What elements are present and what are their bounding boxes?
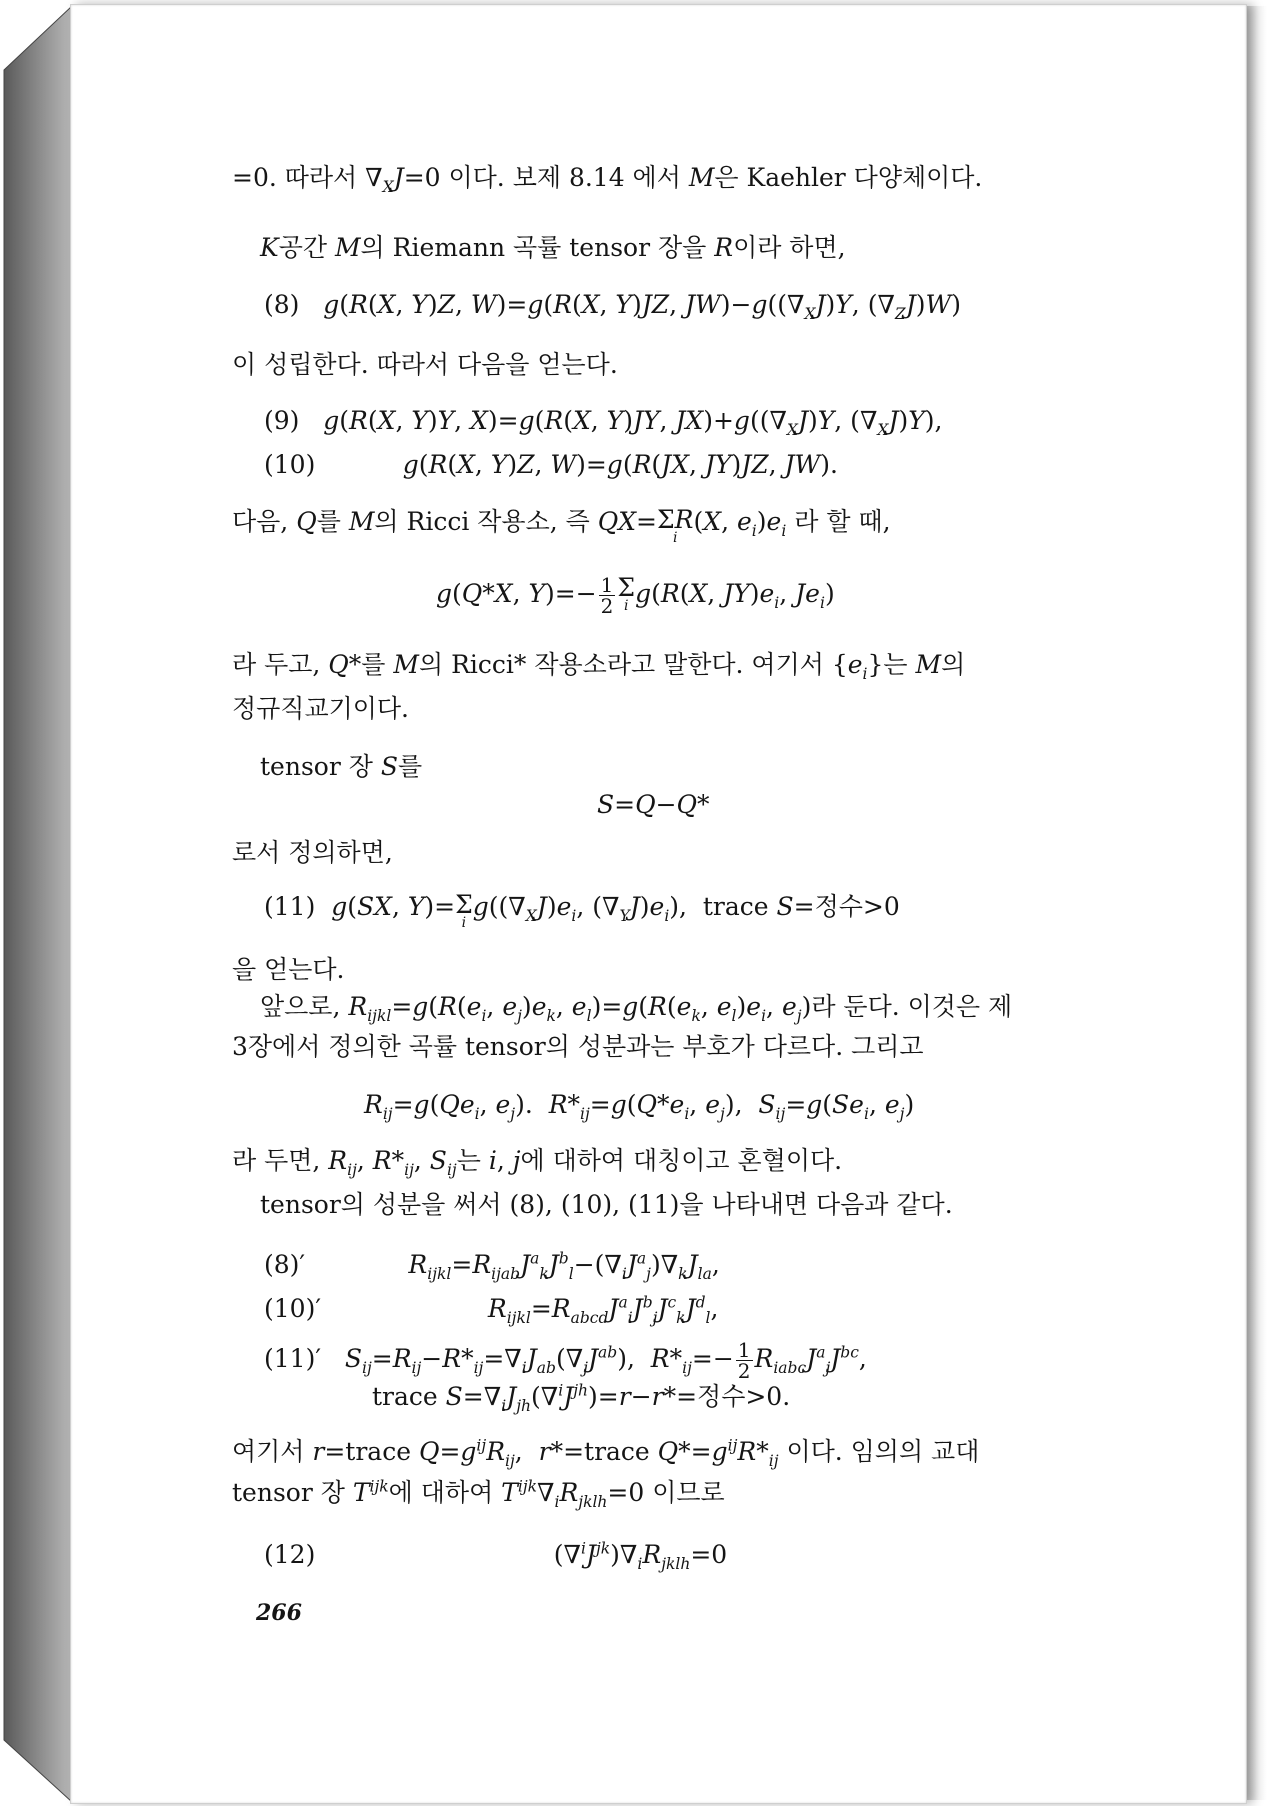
equation-10: (10) g(R(X, Y)Z, W)=g(R(JX, JY)JZ, JW).: [264, 450, 838, 479]
page-number: 266: [256, 1600, 302, 1626]
text-line: 로서 정의하면,: [232, 838, 393, 867]
text-line: 다음, Q를 M의 Ricci 작용소, 즉 QX=ΣR i (X, $e_i)e_i$ 라 할 때,: [232, 505, 891, 546]
text-line: =0. 따라서 $\nabla_XJ=0$ 이다. 보제 8.14 에서 M은 Kaehler 다양체이다.: [232, 163, 983, 196]
text-line: 앞으로, $R_{ijkl}=g(R(e_i$, $e_j)e_k$, $e_l)=g(R(e_k$, $e_l)e_i$, $e_j$)라 둔다. 이것은 제: [260, 992, 1013, 1025]
equation-rij: $R_{ij}=g(Qe_i$, $e_j$). $R*_{ij}=g(Q*e_i$, $e_j$), $S_{ij}=g(Se_i$, $e_j$): [364, 1090, 915, 1123]
equation-11: (11) g(SX, Y)=Σ i $g((\nabla_XJ)e_i$, $(\nabla_YJ)e_i$), trace S=정수>0: [264, 890, 900, 931]
equation-9: (9) g(R(X, Y)Y, X)=g(R(X, Y)JY, $JX)+g((\nabla_XJ)Y$, $(\nabla_XJ)Y$),: [264, 406, 943, 439]
equation-12: (12) $(\nabla^iJ^{jk})\nabla_iR_{jklh}=0$: [264, 1539, 728, 1573]
text-line: 라 두고, Q*를 M의 Ricci* 작용소라고 말한다. 여기서 $\{e_i\}$는 M의: [232, 650, 966, 683]
text-line: 라 두면, $R_{ij}$, $R*_{ij}$, $S_{ij}$는 i, j에 대하여 대칭이고 혼혈이다.: [232, 1146, 843, 1179]
page-edge-shadow: [1245, 6, 1267, 1800]
equation-11-prime: (11)′ $S_{ij}=R_{ij}-R*_{ij}=\nabla_iJ_{ab}(\nabla_jJ^{ab})$, $R*_{ij}=-$ $\frac{1}{2}$ $R_{iabc}J^a_jJ^{bc}$,: [264, 1338, 867, 1383]
equation-qstar: g(Q*X, Y)=− $\frac{1}{2}$ Σ i g(R(X, $JY)e_i$, $Je_i$): [436, 573, 835, 618]
text-line: tensor 장 S를: [260, 752, 423, 781]
text-line: 여기서 r=trace $Q=g^{ij}R_{ij}$, r*=trace $Q*=g^{ij}R*_{ij}$ 이다. 임의의 교대: [232, 1436, 980, 1470]
book-spine-edge: [0, 0, 80, 1806]
text-line: K공간 M의 Riemann 곡률 tensor 장을 R이라 하면,: [260, 233, 846, 262]
equation-10-prime: (10)′ $R_{ijkl}=R_{abcd}J^a_iJ^b_jJ^c_kJ^d_l$,: [264, 1293, 719, 1327]
equation-11-prime-trace: trace $S=\nabla_iJ_{jh}(\nabla^iJ^{jh})=r-r*=$정수>0.: [372, 1381, 791, 1415]
text-line: 이 성립한다. 따라서 다음을 얻는다.: [232, 350, 618, 379]
text-line: 정규직교기이다.: [232, 694, 409, 723]
text-line: 을 얻는다.: [232, 955, 345, 984]
equation-8: (8) g(R(X, Y)Z, W)=g(R(X, Y)JZ, $JW)-g((\nabla_XJ)Y$, $(\nabla_ZJ)W$): [264, 290, 961, 323]
text-line: 3장에서 정의한 곡률 tensor의 성분과는 부호가 다르다. 그리고: [232, 1032, 924, 1061]
text-line: tensor의 성분을 써서 (8), (10), (11)을 나타내면 다음과 같다.: [260, 1190, 953, 1219]
equation-8-prime: (8)′ $R_{ijkl}=R_{ijab}J^a_kJ^b_l-(\nabla_iJ^a_j)\nabla_kJ_{la}$,: [264, 1249, 720, 1283]
text-line: tensor 장 $T^{ijk}$에 대하여 $T^{ijk}\nabla_iR_{jklh}=0$ 이므로: [232, 1477, 725, 1511]
equation-s: S=Q−Q*: [597, 790, 710, 819]
